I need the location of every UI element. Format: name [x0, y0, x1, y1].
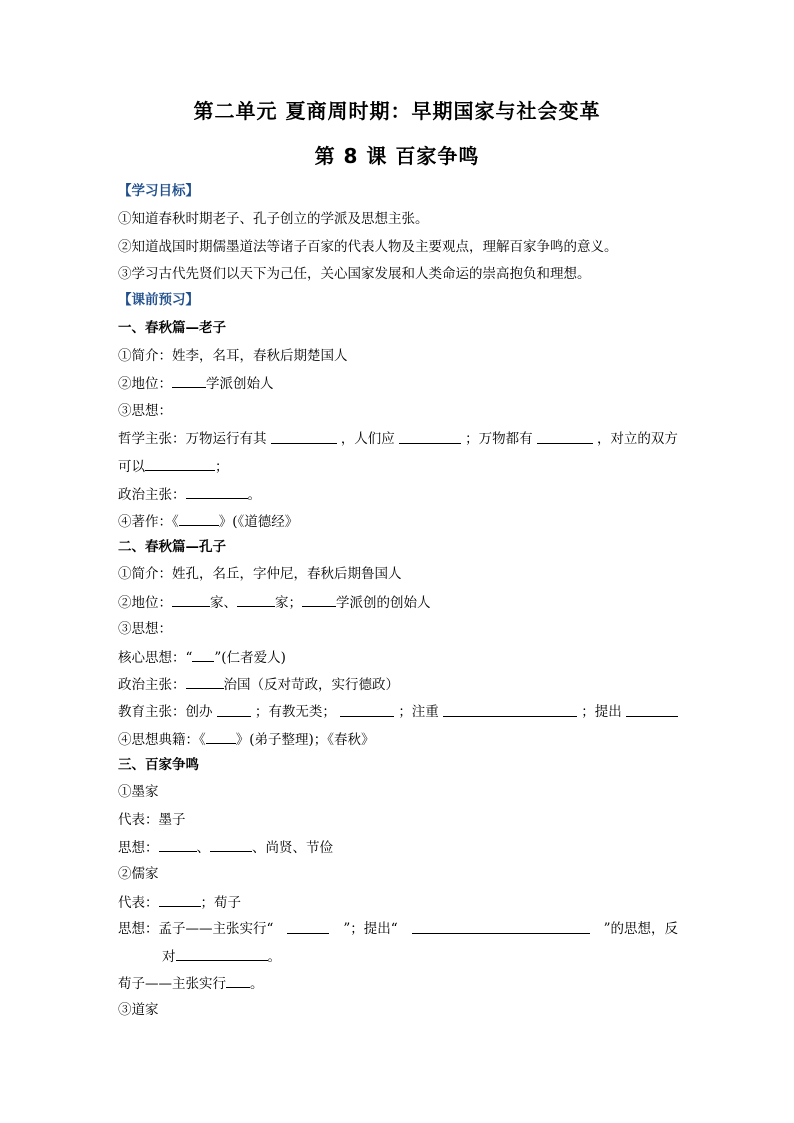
blank-field[interactable]	[172, 373, 206, 388]
xunzi-thought: 荀子——主张实行 。	[118, 973, 678, 994]
blank-field[interactable]	[302, 592, 336, 607]
blank-field[interactable]	[210, 837, 252, 852]
laozi-thought: ③思想：	[118, 403, 172, 419]
mohist-rep: 代表：墨子	[118, 812, 186, 828]
mencius-thought: 思想：孟子——主张实行“ ”；提出“ ”的思想，反	[118, 921, 678, 937]
blank-field[interactable]	[399, 429, 461, 444]
blank-field[interactable]	[172, 592, 210, 607]
blank-field[interactable]	[217, 702, 251, 717]
blank-field[interactable]	[186, 484, 248, 499]
laozi-philosophy-cont: 可以 ；	[118, 456, 678, 477]
blank-field[interactable]	[226, 973, 250, 988]
blank-field[interactable]	[237, 592, 275, 607]
section-baijia-heading: 三、百家争鸣	[118, 757, 199, 773]
goal-item: ①知道春秋时期老子、孔子创立的学派及思想主张。	[118, 211, 429, 227]
blank-field[interactable]	[626, 702, 678, 717]
kongzi-thought: ③思想：	[118, 621, 172, 637]
kongzi-core: 核心思想：“ ”(仁者爱人)	[118, 647, 678, 668]
blank-field[interactable]	[271, 429, 337, 444]
section-laozi-heading: 一、春秋篇—老子	[118, 320, 226, 336]
goal-item: ②知道战国时期儒墨道法等诸子百家的代表人物及主要观点，理解百家争鸣的意义。	[118, 239, 618, 255]
daoist-title: ③道家	[118, 1002, 159, 1018]
blank-field[interactable]	[145, 456, 215, 471]
kongzi-intro: ①简介：姓孔，名丘，字仲尼，春秋后期鲁国人	[118, 566, 402, 582]
confucian-rep: 代表： ；荀子	[118, 892, 678, 913]
laozi-politics: 政治主张： 。	[118, 484, 678, 505]
blank-field[interactable]	[179, 511, 219, 526]
laozi-work: ④著作：《 》(《道德经》	[118, 511, 678, 532]
blank-field[interactable]	[443, 702, 577, 717]
blank-field[interactable]	[287, 919, 329, 934]
laozi-status: ②地位： 学派创始人	[118, 373, 678, 394]
laozi-intro: ①简介：姓李，名耳，春秋后期楚国人	[118, 348, 348, 364]
kongzi-politics: 政治主张： 治国（反对苛政，实行德政）	[118, 674, 678, 695]
goals-header: 【学习目标】	[118, 183, 199, 199]
kongzi-status: ②地位： 家、 家； 学派创的创始人	[118, 592, 678, 613]
lesson-title: 第 8 课 百家争鸣	[314, 144, 480, 168]
preview-header: 【课前预习】	[118, 292, 199, 308]
confucian-title: ②儒家	[118, 866, 159, 882]
blank-field[interactable]	[537, 429, 593, 444]
kongzi-book: ④思想典籍：《 》(弟子整理)；《春秋》	[118, 729, 678, 750]
goal-item: ③学习古代先贤们以天下为己任，关心国家发展和人类命运的崇高抱负和理想。	[118, 266, 591, 282]
laozi-philosophy: 哲学主张：万物运行有其 ，人们应 ；万物都有 ，对立的双方	[118, 431, 678, 447]
blank-field[interactable]	[340, 702, 394, 717]
section-kongzi-heading: 二、春秋篇—孔子	[118, 539, 226, 555]
blank-field[interactable]	[176, 946, 268, 961]
blank-field[interactable]	[192, 647, 214, 662]
blank-field[interactable]	[186, 674, 224, 689]
unit-title: 第二单元 夏商周时期：早期国家与社会变革	[193, 99, 601, 123]
blank-field[interactable]	[159, 892, 201, 907]
mohist-thought: 思想： 、 、尚贤、节俭	[118, 837, 678, 858]
blank-field[interactable]	[159, 837, 197, 852]
kongzi-education: 教育主张：创办 ；有教无类； ；注重 ；提出	[118, 702, 678, 722]
mencius-thought-cont: 对 。	[162, 946, 722, 967]
blank-field[interactable]	[206, 729, 236, 744]
mohist-title: ①墨家	[118, 784, 159, 800]
blank-field[interactable]	[412, 919, 590, 934]
